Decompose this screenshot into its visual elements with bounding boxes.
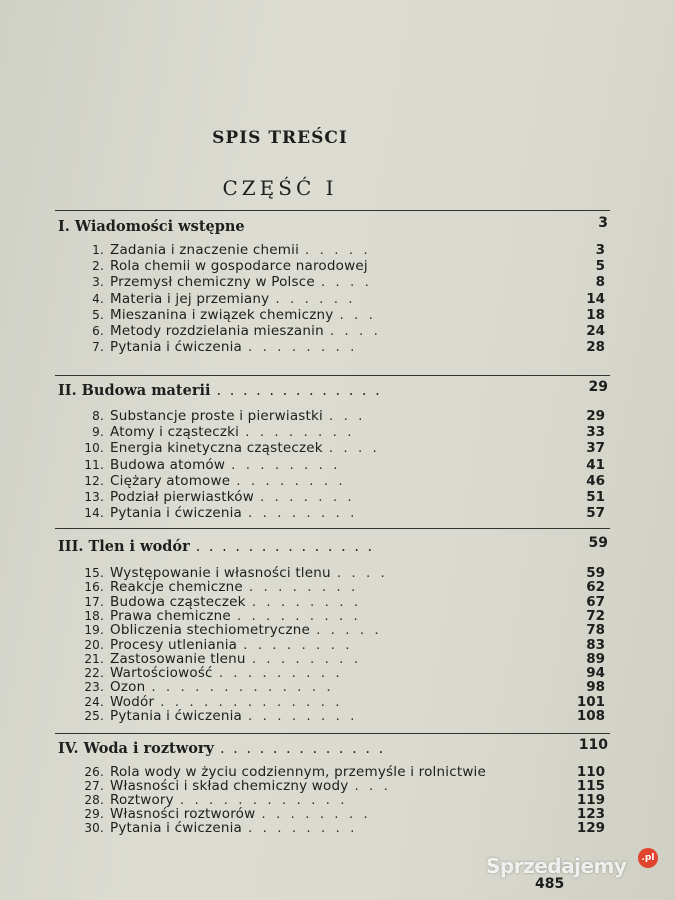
leader-dots: . . . . . . . .	[248, 708, 358, 724]
leader-dots: . . . . . . . .	[248, 579, 359, 596]
entry-page-number: 72	[586, 607, 605, 624]
toc-entry	[78, 457, 341, 473]
divider	[55, 375, 610, 376]
entry-title: Ciężary atomowe	[110, 472, 231, 489]
entry-page-number: 3	[595, 242, 605, 258]
toc-entry	[78, 424, 355, 440]
chapter-heading	[58, 382, 382, 399]
entry-title: Materia i jej przemiany	[110, 290, 270, 307]
divider	[55, 210, 610, 211]
entry-title: Rola wody w życiu codziennym, przemyśle i rolnictwie	[110, 764, 487, 780]
leader-dots: . . . .	[329, 323, 381, 339]
toc-entry	[78, 408, 365, 424]
entry-title: Procesy utleniania	[110, 636, 238, 653]
leader-dots: . . . . . . . .	[245, 424, 355, 441]
leader-dots: . . . . . .	[275, 290, 356, 307]
entry-title: Podział pierwiastków	[110, 489, 254, 505]
leader-dots: . . . . . . . .	[261, 806, 371, 822]
entry-page-number: 108	[576, 708, 605, 724]
leader-dots: . . .	[354, 778, 391, 794]
leader-dots: . . . . . . . . . . . . .	[160, 693, 343, 710]
toc-entry	[78, 505, 357, 521]
entry-page-number: 98	[586, 679, 605, 696]
entry-number: 19.	[84, 623, 104, 638]
leader-dots: . . . . . . . .	[243, 636, 353, 653]
entry-title: Ozon	[110, 679, 146, 696]
leader-dots: . . . .	[328, 440, 380, 457]
entry-page-number: 123	[576, 806, 605, 822]
entry-number: 23.	[84, 680, 104, 695]
entry-number: 29.	[84, 807, 104, 821]
page-title: SPIS TREŚCI	[212, 128, 348, 148]
entry-page-number: 89	[586, 650, 605, 667]
entry-title: Rola chemii w gospodarce narodowej	[110, 258, 368, 275]
entry-number: 18.	[84, 608, 104, 623]
leader-dots: . . . . . . . . .	[236, 607, 361, 624]
toc-entry	[78, 820, 357, 836]
leader-dots: . . . . . . . .	[248, 820, 358, 836]
leader-dots: . . . . . . . . . . . .	[179, 792, 348, 808]
entry-page-number: 94	[586, 665, 605, 682]
entry-title: Budowa atomów	[110, 456, 226, 473]
entry-title: Pytania i ćwiczenia	[110, 339, 243, 356]
entry-title: Wodór	[110, 693, 155, 710]
entry-title: Przemysł chemiczny w Polsce	[110, 274, 315, 291]
part-heading: CZĘŚĆ I	[222, 176, 338, 200]
entry-title: Wartościowość	[110, 665, 213, 682]
leader-dots: . . . . .	[316, 622, 382, 639]
entry-title: Własności roztworów	[110, 806, 256, 822]
entry-page-number: 18	[586, 306, 605, 323]
entry-page-number: 51	[586, 489, 605, 505]
entry-title: Prawa chemiczne	[110, 607, 231, 624]
entry-title: Własności i skład chemiczny wody	[110, 778, 349, 794]
entry-number: 24.	[84, 694, 104, 709]
entry-page-number: 41	[586, 456, 605, 473]
entry-page-number: 5	[595, 258, 605, 275]
entry-page-number: 110	[576, 764, 605, 780]
entry-number: 22.	[84, 666, 104, 681]
entry-number: 21.	[84, 651, 104, 666]
entry-number: 17.	[84, 594, 104, 609]
entry-page-number: 46	[586, 472, 605, 489]
leader-dots: . . . .	[336, 565, 388, 581]
entry-title: Energia kinetyczna cząsteczek	[110, 440, 323, 457]
entry-number: 3.	[92, 275, 104, 290]
toc-entry	[78, 274, 372, 290]
entry-page-number: 29	[586, 408, 605, 424]
leader-dots: . . . . . . . .	[248, 339, 358, 356]
toc-entry	[78, 307, 376, 323]
chapter-heading	[58, 538, 374, 555]
chapter-heading	[58, 740, 385, 757]
leader-dots: . . . . . . . .	[236, 472, 346, 489]
toc-entry	[78, 339, 357, 355]
entry-page-number: 24	[586, 323, 605, 339]
entry-number: 2.	[92, 259, 104, 274]
entry-title: Pytania i ćwiczenia	[110, 708, 243, 724]
leader-dots: . . . . .	[305, 242, 371, 258]
chapter-title: I. Wiadomości wstępne	[58, 218, 245, 235]
leader-dots: . . . . . . . . . . . . .	[151, 679, 334, 696]
toc-entry	[78, 489, 355, 505]
entry-number: 14.	[84, 506, 104, 521]
entry-number: 30.	[84, 821, 104, 835]
entry-title: Zastosowanie tlenu	[110, 650, 246, 667]
chapter-page-number: 110	[578, 737, 608, 753]
leader-dots: . . . . . . . .	[251, 650, 362, 667]
entry-title: Pytania i ćwiczenia	[110, 505, 243, 522]
leader-dots: . . . . . . . .	[248, 505, 358, 522]
page-number: 485	[535, 876, 565, 892]
chapter-title: IV. Woda i roztwory	[58, 740, 214, 757]
entry-title: Substancje proste i pierwiastki	[110, 408, 324, 424]
entry-number: 25.	[84, 709, 104, 723]
toc-entry	[78, 258, 374, 274]
entry-page-number: 57	[586, 505, 605, 522]
entry-page-number: 33	[586, 424, 605, 441]
entry-page-number: 101	[576, 693, 605, 710]
entry-page-number: 129	[576, 820, 605, 836]
entry-page-number: 8	[595, 274, 605, 291]
entry-number: 16.	[84, 580, 104, 595]
chapter-title: II. Budowa materii	[58, 382, 211, 399]
leader-dots: . . . . . . . . .	[218, 665, 343, 682]
entry-number: 9.	[92, 425, 104, 440]
entry-page-number: 28	[586, 339, 605, 356]
toc-entry	[78, 473, 346, 489]
entry-title: Budowa cząsteczek	[110, 593, 246, 610]
leader-dots: . . . . . . . .	[251, 593, 362, 610]
entry-page-number: 67	[586, 593, 605, 610]
leader-dots: . . .	[339, 306, 376, 323]
entry-title: Metody rozdzielania mieszanin	[110, 323, 324, 339]
entry-title: Reakcje chemiczne	[110, 579, 243, 596]
entry-number: 20.	[84, 637, 104, 652]
entry-number: 27.	[84, 779, 104, 793]
entry-title: Mieszanina i związek chemiczny	[110, 306, 334, 323]
toc-entry	[78, 291, 356, 307]
chapter-heading	[58, 218, 251, 235]
leader-dots: . . . . . . . . . . . . .	[216, 383, 382, 399]
entry-number: 26.	[84, 765, 104, 779]
entry-number: 8.	[92, 409, 104, 423]
entry-number: 7.	[92, 340, 104, 355]
toc-entry	[78, 242, 371, 258]
entry-number: 11.	[84, 457, 104, 472]
entry-number: 13.	[84, 490, 104, 504]
entry-number: 12.	[84, 473, 104, 488]
entry-title: Występowanie i własności tlenu	[110, 565, 331, 581]
entry-number: 5.	[92, 307, 104, 322]
chapter-page-number: 59	[588, 535, 608, 551]
entry-title: Atomy i cząsteczki	[110, 424, 240, 441]
chapter-page-number: 29	[588, 379, 608, 395]
entry-number: 28.	[84, 793, 104, 807]
entry-number: 4.	[92, 291, 104, 306]
entry-page-number: 14	[586, 290, 605, 307]
entry-number: 10.	[84, 441, 104, 456]
entry-page-number: 119	[576, 792, 605, 808]
entry-page-number: 83	[586, 636, 605, 653]
entry-page-number: 59	[586, 565, 605, 581]
divider	[55, 528, 610, 529]
entry-title: Zadania i znaczenie chemii	[110, 242, 300, 258]
watermark-badge: .pl	[638, 848, 658, 868]
leader-dots: . . . . . . . . . . . . . .	[195, 539, 375, 555]
entry-page-number: 115	[576, 778, 605, 794]
leader-dots: . . . .	[320, 274, 372, 291]
toc-entry	[78, 440, 380, 456]
chapter-page-number: 3	[598, 215, 608, 231]
toc-entry	[78, 323, 381, 339]
leader-dots: . . . . . . . .	[231, 456, 341, 473]
entry-title: Pytania i ćwiczenia	[110, 820, 243, 836]
chapter-title: III. Tlen i wodór	[58, 538, 190, 555]
divider	[55, 733, 610, 734]
watermark-text: Sprzedajemy	[486, 854, 627, 878]
watermark-logo	[486, 848, 658, 884]
entry-page-number: 37	[586, 440, 605, 457]
entry-number: 6.	[92, 324, 104, 338]
entry-page-number: 78	[586, 622, 605, 639]
leader-dots: . . . . . . .	[259, 489, 355, 505]
entry-number: 1.	[92, 243, 104, 257]
entry-page-number: 62	[586, 579, 605, 596]
entry-title: Obliczenia stechiometryczne	[110, 622, 311, 639]
leader-dots: . . . . . . . . . . . . .	[219, 741, 386, 757]
toc-entry	[78, 708, 357, 724]
entry-title: Roztwory	[110, 792, 174, 808]
entry-number: 15.	[84, 566, 104, 580]
leader-dots: . . .	[329, 408, 366, 424]
